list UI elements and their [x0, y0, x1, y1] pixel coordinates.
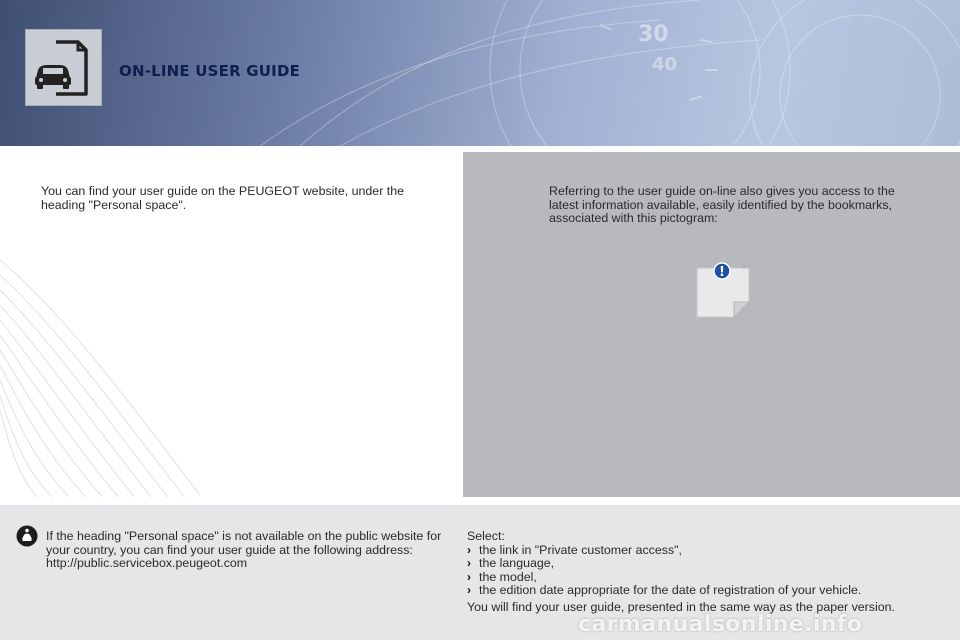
list-item [467, 544, 937, 558]
chevron-right-icon: › [467, 542, 471, 557]
page-title: ON-LINE USER GUIDE [119, 62, 301, 80]
list-item-text: the language, [479, 556, 555, 570]
list-item [467, 584, 937, 598]
intro-left-text: You can find your user guide on the PEUGEOT website, under the heading "Personal space". [41, 184, 404, 212]
watermark: carmanualsonline.info [578, 612, 863, 637]
deco-number-30: 30 [638, 22, 669, 47]
select-heading: Select: [467, 529, 505, 543]
exclamation-note-icon [694, 262, 752, 320]
chevron-right-icon: › [467, 583, 471, 597]
page-header [0, 0, 960, 146]
info-text: If the heading "Personal space" is not available on the public website for your country, you can find your user guide at the following address: [46, 529, 442, 557]
deco-number-40: 40 [652, 54, 678, 75]
chevron-right-icon: › [467, 569, 471, 584]
closing-text: You will find your user guide, presented in the same way as the paper version. [467, 599, 895, 614]
chevron-right-icon: › [467, 556, 471, 570]
select-instructions [467, 530, 937, 614]
list-item-text: the edition date appropriate for the date of registration of your vehicle. [479, 583, 862, 597]
car-document-icon [25, 29, 102, 106]
section-divider [0, 497, 960, 505]
pictogram-symbol: ! [719, 265, 725, 280]
intro-right-text: Referring to the user guide on-line also gives you access to the latest information available, easily identified by the bookmarks, associated with this pictogram: [549, 184, 895, 225]
list-item-text: the model, [479, 569, 537, 584]
list-item [467, 557, 937, 571]
servicebox-address: http://public.servicebox.peugeot.com [46, 556, 248, 570]
wave-decoration [0, 250, 250, 510]
info-icon [16, 525, 38, 547]
list-item [467, 571, 937, 585]
list-item-text: the link in "Private customer access", [479, 542, 682, 557]
info-text-block [46, 530, 456, 571]
